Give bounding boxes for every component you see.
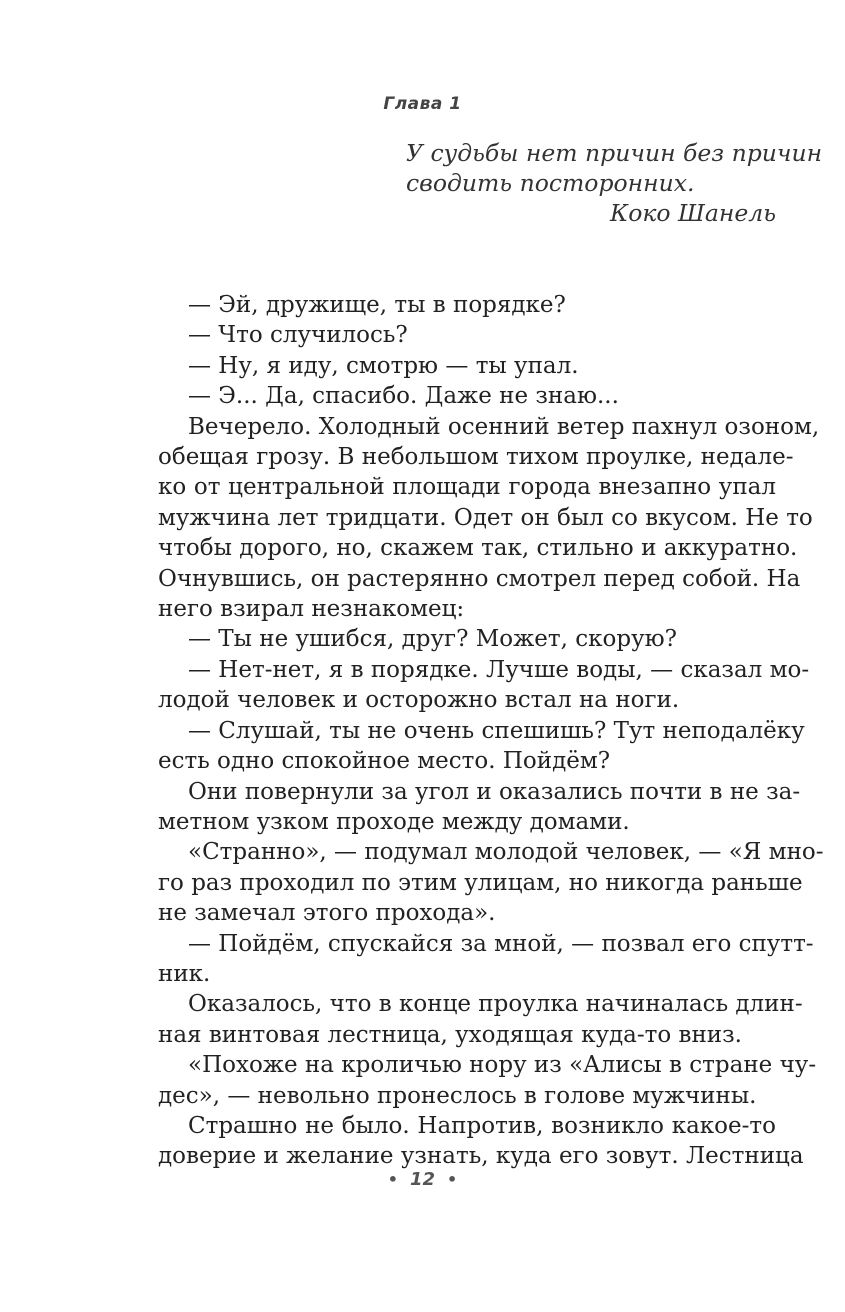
text-line: «Странно», — подумал молодой человек, — «Я мно- (188, 839, 824, 866)
text-line: него взирал незнакомец: (158, 596, 465, 623)
text-line: Вечерело. Холодный осенний ветер пахнул озоном, (188, 413, 820, 440)
epigraph (406, 138, 823, 228)
text-line: — Эй, дружище, ты в порядке? (188, 292, 566, 318)
text-line: доверие и желание узнать, куда его зовут. Лестница (158, 1143, 804, 1170)
text-line: дес», — невольно пронеслось в голове мужчины. (158, 1082, 757, 1109)
text-line: мужчина лет тридцати. Одет он был со вкусом. Не то (158, 504, 813, 531)
text-line: Они повернули за угол и оказались почти в не за- (188, 778, 801, 805)
text-line: — Пойдём, спускайся за мной, — позвал его спутт- (188, 930, 814, 957)
text-line: ник. (158, 960, 211, 987)
text-line: Страшно не было. Напротив, возникло какое-то (188, 1112, 776, 1139)
text-line: ная винтовая лестница, уходящая куда-то вниз. (158, 1021, 742, 1048)
page-number (0, 1169, 845, 1190)
text-line: — Слушай, ты не очень спешишь? Тут неподалёку (188, 717, 805, 744)
text-line: обещая грозу. В небольшом тихом проулке, недале- (158, 444, 794, 471)
text-line: чтобы дорого, но, скажем так, стильно и аккуратно. (158, 535, 798, 562)
body-text (158, 290, 824, 1172)
text-line: Оказалось, что в конце проулка начиналась длин- (188, 991, 803, 1018)
bullet-icon: • (447, 1170, 458, 1189)
text-line: — Ты не ушибся, друг? Может, скорую? (188, 626, 677, 653)
chapter-running-head: Глава 1 (383, 94, 462, 114)
epigraph-line: сводить посторонних. (406, 169, 695, 197)
text-line: ко от центральной площади города внезапно упал (158, 474, 776, 501)
text-line: «Похоже на кроличью нору из «Алисы в стране чу- (188, 1052, 817, 1079)
page-number-value: 12 (409, 1169, 436, 1190)
text-line: — Ну, я иду, смотрю — ты упал. (188, 352, 579, 379)
epigraph-line: У судьбы нет причин без причин (406, 139, 823, 167)
text-line: — Э... Да, спасибо. Даже не знаю... (188, 383, 619, 410)
text-line: Очнувшись, он растерянно смотрел перед собой. На (158, 565, 801, 592)
text-line: метном узком проходе между домами. (158, 808, 630, 835)
text-line: го раз проходил по этим улицам, но никогда раньше (158, 869, 803, 896)
epigraph-author: Коко Шанель (610, 199, 776, 227)
text-line: есть одно спокойное место. Пойдём? (158, 748, 611, 775)
text-line: — Что случилось? (188, 322, 408, 349)
text-line: — Нет-нет, я в порядке. Лучше воды, — сказал мо- (188, 656, 810, 683)
text-line: лодой человек и осторожно встал на ноги. (158, 687, 680, 714)
bullet-icon: • (387, 1170, 398, 1189)
text-line: не замечал этого прохода». (158, 900, 496, 927)
